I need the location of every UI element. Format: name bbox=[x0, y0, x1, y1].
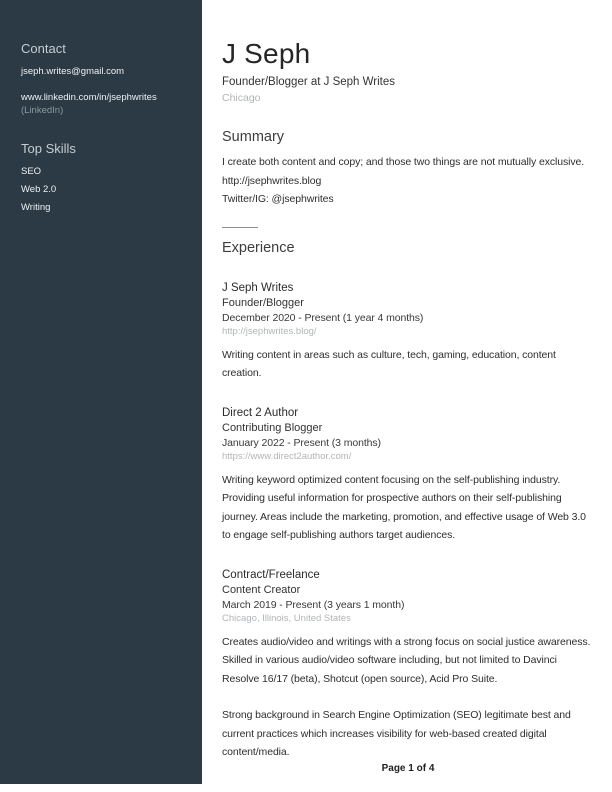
job-company: Contract/Freelance bbox=[222, 568, 320, 581]
job-description bbox=[222, 346, 594, 383]
top-skills-heading: Top Skills bbox=[21, 141, 76, 156]
job-company: J Seph Writes bbox=[222, 281, 294, 294]
job-link[interactable]: https://www.direct2author.com/ bbox=[222, 450, 352, 462]
person-name: J Seph bbox=[222, 38, 311, 69]
job-description-paragraph: Writing keyword optimized content focusing on the self-publishing industry. Providing useful information for prospective authors on their self-publishing journey. Areas include the marketing, promotion, and effective usage of Web 3.0 to engage self-publishing authors target audiences. bbox=[222, 473, 586, 541]
job-dates: January 2022 - Present (3 months) bbox=[222, 436, 381, 449]
contact-email[interactable]: jseph.writes@gmail.com bbox=[21, 66, 125, 77]
job-dates: March 2019 - Present (3 years 1 month) bbox=[222, 598, 405, 611]
job-description-paragraph: Writing content in areas such as culture, tech, gaming, education, content creation. bbox=[222, 348, 556, 379]
linkedin-url[interactable]: www.linkedin.com/in/jsephwrites bbox=[21, 92, 157, 103]
job-company: Direct 2 Author bbox=[222, 406, 299, 419]
job-role: Contributing Blogger bbox=[222, 421, 323, 434]
job-link[interactable]: http://jsephwrites.blog/ bbox=[222, 325, 317, 337]
job-description-paragraph: Strong background in Search Engine Optimization (SEO) legitimate best and current practices which increases visibility for web-based created digital content/media. bbox=[222, 709, 571, 758]
job-description bbox=[222, 471, 594, 545]
experience-job bbox=[222, 280, 594, 383]
skill-item: Web 2.0 bbox=[21, 184, 57, 195]
job-role: Founder/Blogger bbox=[222, 296, 304, 309]
page-indicator: Page 1 of 4 bbox=[381, 763, 435, 774]
job-location: Chicago, Illinois, United States bbox=[222, 612, 351, 624]
contact-heading: Contact bbox=[21, 41, 66, 56]
summary-social-line: Twitter/IG: @jsephwrites bbox=[222, 193, 334, 205]
person-headline: Founder/Blogger at J Seph Writes bbox=[222, 76, 396, 88]
skill-item: SEO bbox=[21, 166, 42, 177]
main-content bbox=[222, 0, 594, 762]
job-description bbox=[222, 633, 594, 762]
job-description-paragraph: Creates audio/video and writings with a strong focus on social justice awareness. Skilled in various audio/video software including, but not limited to Davinci Resolve 16/17 (beta), Shotcut (open source), Acid Pro Suite. bbox=[222, 635, 591, 685]
summary-heading: Summary bbox=[222, 129, 285, 145]
skills-list bbox=[21, 163, 184, 217]
experience-list bbox=[222, 280, 594, 762]
experience-heading: Experience bbox=[222, 239, 295, 256]
summary-text: I create both content and copy; and those two things are not mutually exclusive. bbox=[222, 156, 585, 168]
summary-block bbox=[222, 153, 594, 209]
linkedin-label: (LinkedIn) bbox=[21, 105, 64, 116]
summary-blog-url[interactable]: http://jsephwrites.blog bbox=[222, 174, 322, 187]
sidebar bbox=[0, 0, 202, 784]
job-dates: December 2020 - Present (1 year 4 months) bbox=[222, 311, 424, 324]
experience-job bbox=[222, 567, 594, 762]
experience-job bbox=[222, 405, 594, 545]
person-location: Chicago bbox=[222, 92, 261, 104]
section-divider bbox=[222, 227, 258, 228]
job-role: Content Creator bbox=[222, 583, 301, 596]
skill-item: Writing bbox=[21, 202, 51, 213]
